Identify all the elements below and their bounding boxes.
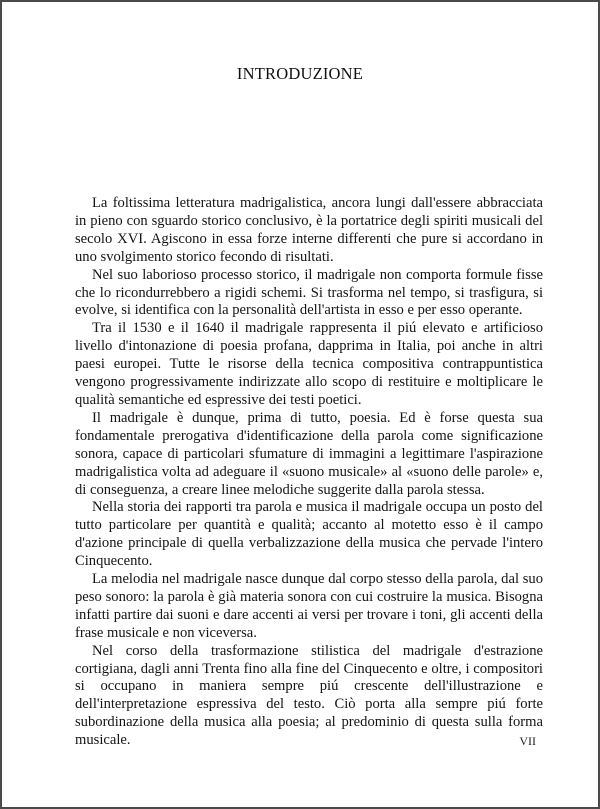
paragraph: Nel suo laborioso processo storico, il madrigale non comporta formule fisse che lo ricondurrebbero a rigidi schemi. Si trasforma nel tempo, si trasfigura, si evolve, si identifica con la personalità dell'artista in esso e per esso operante. [75,266,543,319]
paragraph: La melodia nel madrigale nasce dunque dal corpo stesso della parola, dal suo peso sonoro: la parola è già materia sonora con cui costruire la musica. Bisogna infatti partire dai suoni e dare accenti ai versi per trovare i toni, gli accenti della frase musicale e non viceversa. [75,571,543,641]
paragraph: Nel corso della trasformazione stilistica del madrigale d'estrazione cortigiana, dagli anni Trenta fino alla fine del Cinquecento e oltre, i compositori si occupano in maniera sempre piú crescente dell'illustrazione e dell'interpretazione espressiva del testo. Ciò porta alla sempre piú forte subordinazione della musica alla poesia; al predominio di questa sulla forma musicale. [75,642,543,749]
paragraph: Tra il 1530 e il 1640 il madrigale rappresenta il piú elevato e artificioso livello d'intonazione di poesia profana, dapprima in Italia, poi anche in altri paesi europei. Tutte le risorse della tecnica compositiva contrappuntistica vengono progressivamente indirizzate allo scopo di restituire e moltiplicare le qualità semantiche ed espressive dei testi poetici. [75,320,543,408]
paragraph: La foltissima letteratura madrigalistica, ancora lungi dall'essere abbracciata in pieno con sguardo storico conclusivo, è la portatrice degli spiriti musicali del secolo XVI. Agiscono in essa forze interne differenti che pure si accordano in uno svolgimento storico fecondo di risultati. [75,195,543,265]
page-number: VII [519,734,536,748]
paragraph: Il madrigale è dunque, prima di tutto, poesia. Ed è forse questa sua fondamentale prerogativa d'identificazione della parola come significazione sonora, capace di particolari sfumature di immagini a legittimare l'aspirazione madrigalistica volta ad adeguare il «suono musicale» al «suono delle parole» e, di conseguenza, a creare linee melodiche suggerite dalla parola stessa. [75,409,543,498]
body-text [75,195,543,750]
chapter-title: INTRODUZIONE [236,64,364,83]
paragraph: Nella storia dei rapporti tra parola e musica il madrigale occupa un posto del tutto particolare per quantità e qualità; accanto al motetto esso è il campo d'azione principale di quella verbalizzazione della musica che pervade l'intero Cinquecento. [75,499,543,570]
